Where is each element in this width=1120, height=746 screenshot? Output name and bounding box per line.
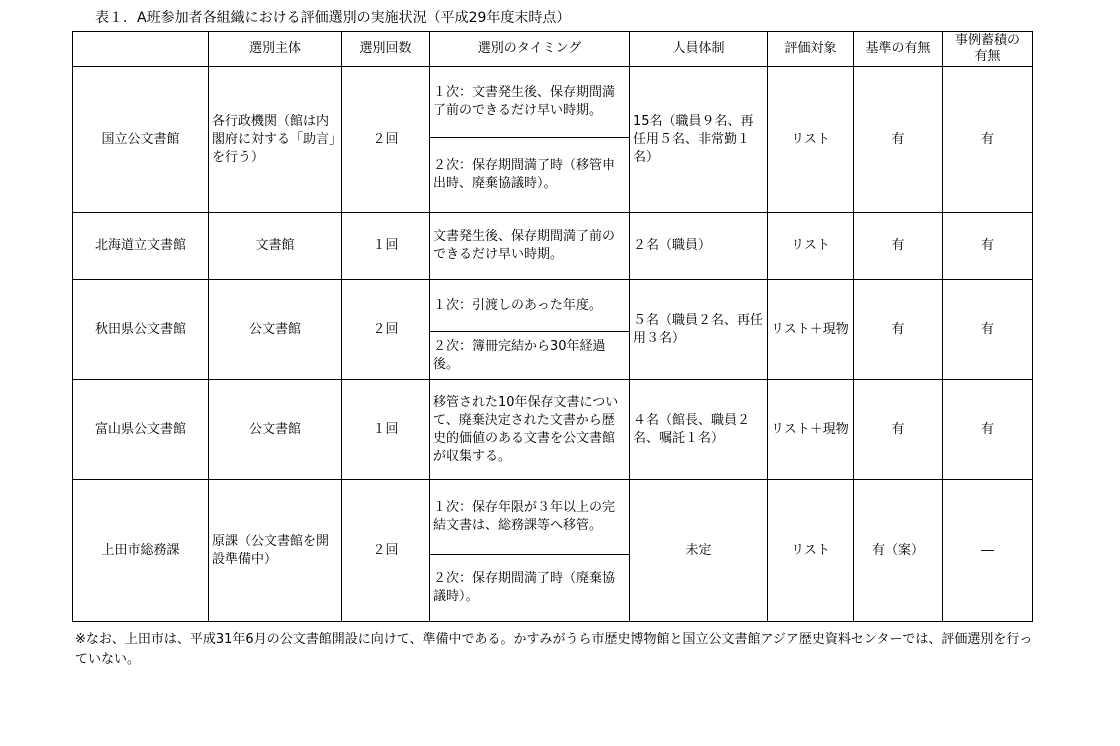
footnote: ※なお、上田市は、平成31年6月の公文書館開設に向けて、準備中である。かすみがうら市歴史博物館と国立公文書館アジア歴史資料センターでは、評価選別を行っていない。 [75,632,1033,667]
header-cell: 評価対象 [768,32,854,67]
header-cell [73,32,209,67]
table-row [73,67,1033,138]
actor-cell: 原課（公文書館を開設準備中） [209,480,342,622]
timing-cell: 文書発生後、保存期間満了前のできるだけ早い時期。 [430,213,630,280]
table-caption: 表１．A班参加者各組織における評価選別の実施状況（平成29年度末時点） [95,10,571,26]
header-cell: 選別回数 [342,32,430,67]
org-name: 国立公文書館 [73,67,209,213]
criteria-cell: 有 [854,213,943,280]
target-cell: リスト [768,213,854,280]
timing-cell: 移管された10年保存文書について、廃棄決定された文書から歴史的価値のある文書を公文書館が収集する。 [430,380,630,480]
org-name: 富山県公文書館 [73,380,209,480]
actor-cell: 公文書館 [209,380,342,480]
org-name: 北海道立文書館 [73,213,209,280]
criteria-cell: 有 [854,280,943,380]
count-cell: ２回 [342,67,430,213]
evaluation-table [72,31,1033,622]
table-row [73,380,1033,480]
timing-cell: １次：保存年限が３年以上の完結文書は、総務課等へ移管。 [430,480,630,555]
staff-cell: ４名（館長、職員２名、嘱託１名） [630,380,768,480]
count-cell: １回 [342,380,430,480]
cases-cell: 有 [943,67,1033,213]
staff-cell: 15名（職員９名、再任用５名、非常勤１名） [630,67,768,213]
target-cell: リスト [768,480,854,622]
timing-cell: ２次：簿冊完結から30年経過後。 [430,332,630,380]
cases-cell: ― [943,480,1033,622]
target-cell: リスト＋現物 [768,280,854,380]
staff-cell: ２名（職員） [630,213,768,280]
timing-cell: １次：引渡しのあった年度。 [430,280,630,332]
header-cell: 選別のタイミング [430,32,630,67]
timing-cell: １次：文書発生後、保存期間満了前のできるだけ早い時期。 [430,67,630,138]
actor-cell: 文書館 [209,213,342,280]
actor-cell: 各行政機関（館は内閣府に対する「助言」を行う） [209,67,342,213]
actor-cell: 公文書館 [209,280,342,380]
count-cell: ２回 [342,280,430,380]
timing-cell: ２次：保存期間満了時（移管申出時、廃棄協議時）。 [430,138,630,213]
table-row [73,213,1033,280]
count-cell: ２回 [342,480,430,622]
org-name: 秋田県公文書館 [73,280,209,380]
table-row [73,280,1033,332]
org-name: 上田市総務課 [73,480,209,622]
criteria-cell: 有（案） [854,480,943,622]
criteria-cell: 有 [854,67,943,213]
count-cell: １回 [342,213,430,280]
header-cell: 選別主体 [209,32,342,67]
staff-cell: 未定 [630,480,768,622]
target-cell: リスト＋現物 [768,380,854,480]
cases-cell: 有 [943,213,1033,280]
cases-cell: 有 [943,380,1033,480]
staff-cell: ５名（職員２名、再任用３名） [630,280,768,380]
criteria-cell: 有 [854,380,943,480]
header-cell: 人員体制 [630,32,768,67]
table-row [73,480,1033,555]
header-row [73,32,1033,67]
target-cell: リスト [768,67,854,213]
cases-cell: 有 [943,280,1033,380]
timing-cell: ２次：保存期間満了時（廃棄協議時）。 [430,555,630,622]
header-cell: 基準の有無 [854,32,943,67]
header-cell: 事例蓄積の有無 [943,32,1033,67]
